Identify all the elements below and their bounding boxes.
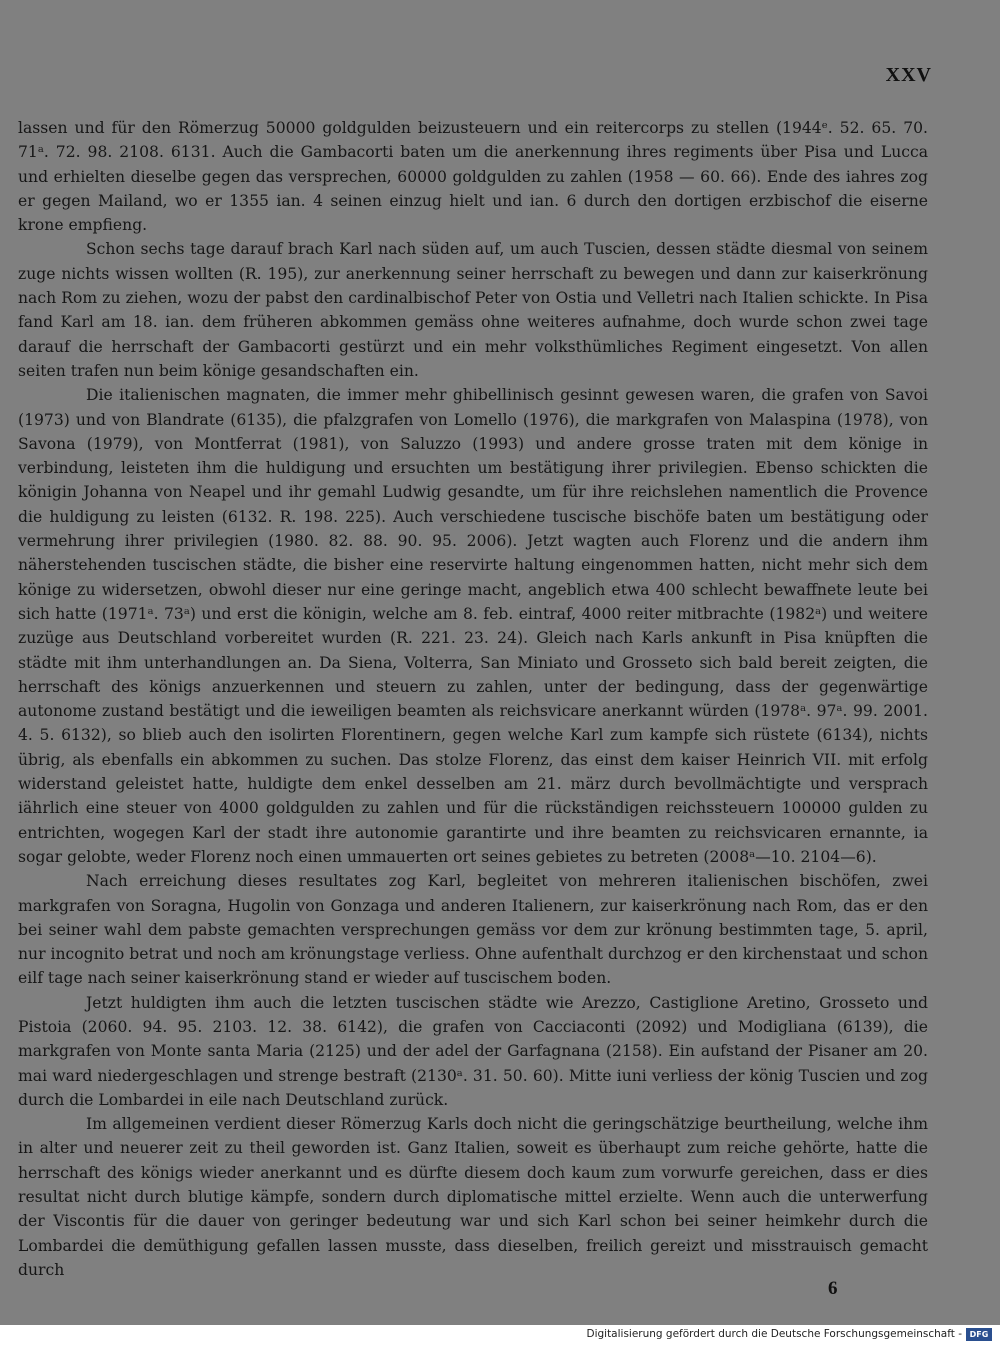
funding-credit: Digitalisierung gefördert durch die Deutsche Forschungsgemeinschaft - (586, 1328, 962, 1340)
dfg-logo-icon: DFG (966, 1328, 992, 1341)
paragraph-5: Jetzt huldigten ihm auch die letzten tuscischen städte wie Arezzo, Castiglione Aretino, Grosseto und Pistoia (2060. 94. 95. 2103. 12. 38. 6142), die grafen von Cacciaconti (2092) und Modigliana (6139), die markgrafen von Monte santa Maria (2125) und der adel der Garfagnana (2158). Ein aufstand der Pisaner am 20. mai ward niedergeschlagen und strenge bestraft (2130ᵃ. 31. 50. 60). Mitte iuni verliess der könig Tuscien und zog durch die Lombardei in eile nach Deutschland zurück. (18, 993, 928, 1109)
paragraph-6: Im allgemeinen verdient dieser Römerzug Karls doch nicht die geringschätzige beurtheilung, welche ihm in alter und neuerer zeit zu theil geworden ist. Ganz Italien, soweit es überhaupt zum reiche gehörte, hatte die herrschaft des königs wieder anerkannt und es dürfte diesem doch kaum zum vorwurfe gereichen, dass er dies resultat nicht durch blutige kämpfe, sondern durch diplomatische mittel erzielte. Wenn auch die unterwerfung der Viscontis für die dauer von geringer bedeutung war und sich Karl schon bei seiner heimkehr durch die Lombardei die demüthigung gefallen lassen musste, dass dieselben, freilich gereizt und misstrauisch gemacht durch (18, 1115, 928, 1279)
body-text (18, 116, 928, 1282)
paragraph-1: lassen und für den Römerzug 50000 goldgulden beizusteuern und ein reitercorps zu stellen (1944ᵉ. 52. 65. 70. 71ᵃ. 72. 98. 2108. 6131. Auch die Gambacorti baten um die anerkennung ihres regiments über Pisa und Lucca und erhielten dieselbe gegen das versprechen, 60000 goldgulden zu zahlen (1958 — 60. 66). Ende des iahres zog er gegen Mailand, wo er 1355 ian. 4 seinen einzug hielt und ian. 6 durch den dortigen erzbischof die eiserne krone empfieng. (18, 119, 928, 235)
paragraph-3: Die italienischen magnaten, die immer mehr ghibellinisch gesinnt gewesen waren, die grafen von Savoi (1973) und von Blandrate (6135), die pfalzgrafen von Lomello (1976), die markgrafen von Malaspina (1978), von Savona (1979), von Montferrat (1981), von Saluzzo (1993) und andere grosse traten mit dem könige in verbindung, leisteten ihm die huldigung und ersuchten um bestätigung ihrer privilegien. Ebenso schickten die königin Johanna von Neapel und ihr gemahl Ludwig gesandte, um für ihre reichslehen namentlich die Provence die huldigung zu leisten (6132. R. 198. 225). Auch verschiedene tuscische bischöfe baten um bestätigung oder vermehrung ihrer privilegien (1980. 82. 88. 90. 95. 2006). Jetzt wagten auch Florenz und die andern ihm näherstehenden tuscischen städte, die bisher eine reservirte haltung eingenommen hatten, nicht mehr sich dem könige zu widersetzen, obwohl dieser nur eine geringe macht, angeblich etwa 400 schlecht bewaffnete leute bei sich hatte (1971ᵃ. 73ᵃ) und erst die königin, welche am 8. feb. eintraf, 4000 reiter mitbrachte (1982ᵃ) und weitere zuzüge aus Deutschland vorbereitet wurden (R. 221. 23. 24). Gleich nach Karls ankunft in Pisa knüpften die städte mit ihm unterhandlungen an. Da Siena, Volterra, San Miniato und Grosseto sich bald bereit zeigten, die herrschaft des königs anzuerkennen und steuern zu zahlen, unter der bedingung, dass der gegenwärtige autonome zustand bestätigt und die ieweiligen beamten als reichsvicare anerkannt würden (1978ᵃ. 97ᵃ. 99. 2001. 4. 5. 6132), so blieb auch den isolirten Florentinern, gegen welche Karl zum kampfe sich rüstete (6134), nichts übrig, als ebenfalls ein abkommen zu suchen. Das stolze Florenz, das einst dem kaiser Heinrich VII. mit erfolg widerstand geleistet hatte, huldigte dem enkel desselben am 21. märz durch bevollmächtigte und versprach iährlich eine steuer von 4000 goldgulden zu zahlen und für die rückständigen reichssteuern 100000 gulden zu entrichten, wogegen Karl der stadt ihre autonomie garantirte und ihre beamten zu reichsvicaren ernannte, ia sogar gelobte, weder Florenz noch einen ummauerten ort seines gebietes zu betreten (2008ᵃ—10. 2104—6). (18, 386, 928, 866)
paragraph-2: Schon sechs tage darauf brach Karl nach süden auf, um auch Tuscien, dessen städte diesmal von seinem zuge nichts wissen wollten (R. 195), zur anerkennung seiner herrschaft zu bewegen und dann zur kaiserkrönung nach Rom zu ziehen, wozu der pabst den cardinalbischof Peter von Ostia und Velletri nach Italien schickte. In Pisa fand Karl am 18. ian. dem früheren abkommen gemäss ohne weiteres aufnahme, doch wurde schon zwei tage darauf die herrschaft der Gambacorti gestürzt und ein mehr volksthümliches Regiment eingesetzt. Von allen seiten trafen nun beim könige gesandschaften ein. (18, 240, 928, 380)
page-number: XXV (885, 64, 932, 86)
footer-bar (0, 1325, 1000, 1346)
sheet-signature: 6 (828, 1278, 838, 1299)
paragraph-4: Nach erreichung dieses resultates zog Karl, begleitet von mehreren italienischen bischöfen, zwei markgrafen von Soragna, Hugolin von Gonzaga und anderen Italienern, zur kaiserkrönung nach Rom, das er den bei seiner wahl dem pabste gemachten versprechungen gemäss vor dem zur krönung bestimmten tage, 5. april, nur incognito betrat und noch am krönungstage verliess. Ohne aufenthalt durchzog er den kirchenstaat und schon eilf tage nach seiner kaiserkrönung stand er wieder auf tuscischem boden. (18, 872, 928, 988)
